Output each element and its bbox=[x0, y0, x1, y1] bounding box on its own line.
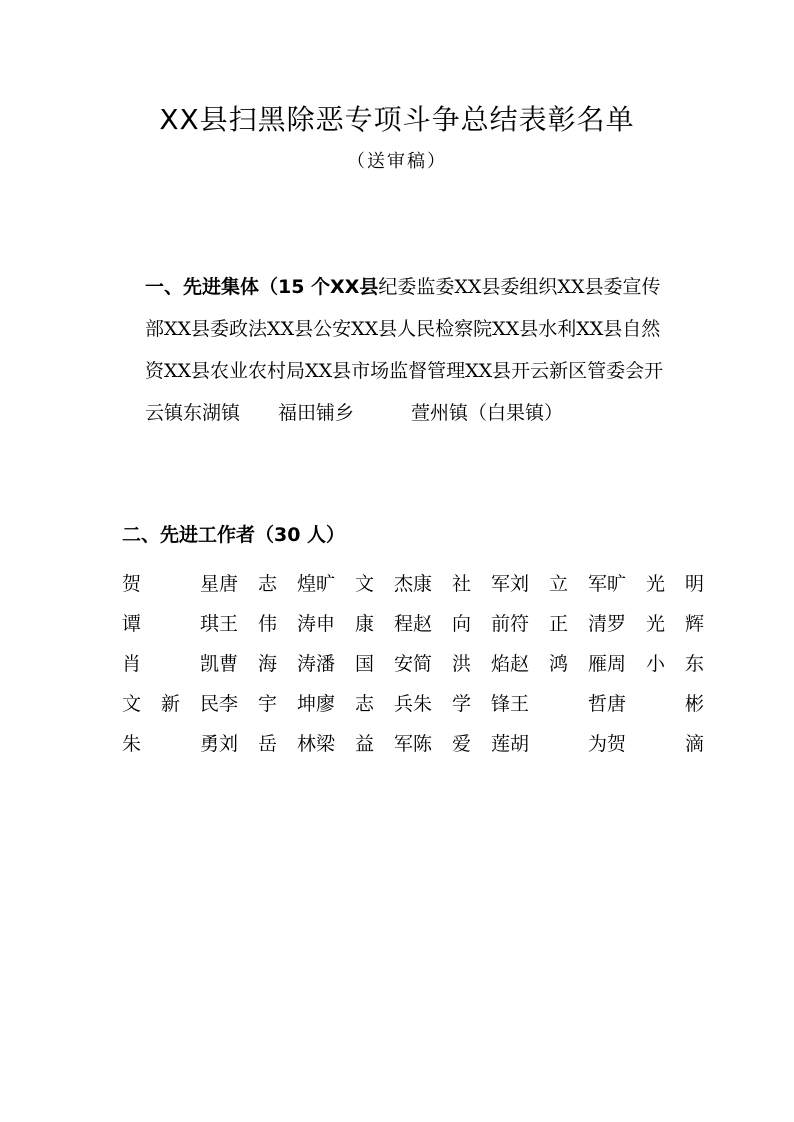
worker-name: 文新民 bbox=[122, 692, 219, 715]
worker-name: 旷光明 bbox=[607, 572, 704, 595]
section-advanced-collectives bbox=[145, 266, 665, 434]
name-row bbox=[122, 642, 704, 682]
section-heading-workers: 二、先进工作者（30 人） bbox=[122, 524, 346, 546]
page-title: XX县扫黑除恶专项斗争总结表彰名单 bbox=[159, 103, 635, 136]
worker-name: 王伟涛 bbox=[219, 612, 316, 635]
worker-name: 唐志煌 bbox=[219, 572, 316, 595]
name-row bbox=[122, 602, 704, 642]
worker-name: 符正清 bbox=[510, 612, 607, 635]
worker-name: 赵向前 bbox=[413, 612, 510, 635]
worker-name: 肖 凯 bbox=[122, 652, 219, 675]
name-row bbox=[122, 722, 704, 762]
name-row bbox=[122, 562, 704, 602]
worker-name: 旷文杰 bbox=[316, 572, 413, 595]
worker-name: 廖志兵 bbox=[316, 692, 413, 715]
worker-name: 刘岳林 bbox=[219, 732, 316, 755]
worker-name: 王 哲 bbox=[510, 692, 607, 715]
worker-name: 谭 琪 bbox=[122, 612, 219, 635]
worker-name: 简洪焰 bbox=[413, 652, 510, 675]
worker-name: 贺 滴 bbox=[607, 732, 704, 755]
worker-name: 李宇坤 bbox=[219, 692, 316, 715]
worker-name: 康社军 bbox=[413, 572, 510, 595]
worker-name: 贺 星 bbox=[122, 572, 219, 595]
worker-name: 梁益军 bbox=[316, 732, 413, 755]
worker-name: 刘立军 bbox=[510, 572, 607, 595]
workers-name-grid bbox=[122, 562, 704, 762]
page-subtitle: （送审稿） bbox=[347, 151, 447, 172]
worker-name: 朱学锋 bbox=[413, 692, 510, 715]
worker-name: 曹海涛 bbox=[219, 652, 316, 675]
worker-name: 申康程 bbox=[316, 612, 413, 635]
name-row bbox=[122, 682, 704, 722]
worker-name: 唐 彬 bbox=[607, 692, 704, 715]
worker-name: 陈爱莲 bbox=[413, 732, 510, 755]
section-heading-collectives: 一、先进集体（15 个XX县 bbox=[145, 276, 379, 298]
worker-name: 周小东 bbox=[607, 652, 704, 675]
worker-name: 潘国安 bbox=[316, 652, 413, 675]
worker-name: 朱 勇 bbox=[122, 732, 219, 755]
worker-name: 胡 为 bbox=[510, 732, 607, 755]
collectives-list: 纪委监委XX县委组织XX县委宣传部XX县委政法XX县公安XX县人民检察院XX县水利XX县自然资XX县农业农村局XX县市场监督管理XX县开云新区管委会开云镇东湖镇 福田铺乡 萱州镇（白果镇） bbox=[145, 276, 664, 424]
worker-name: 赵鸿雁 bbox=[510, 652, 607, 675]
worker-name: 罗光辉 bbox=[607, 612, 704, 635]
